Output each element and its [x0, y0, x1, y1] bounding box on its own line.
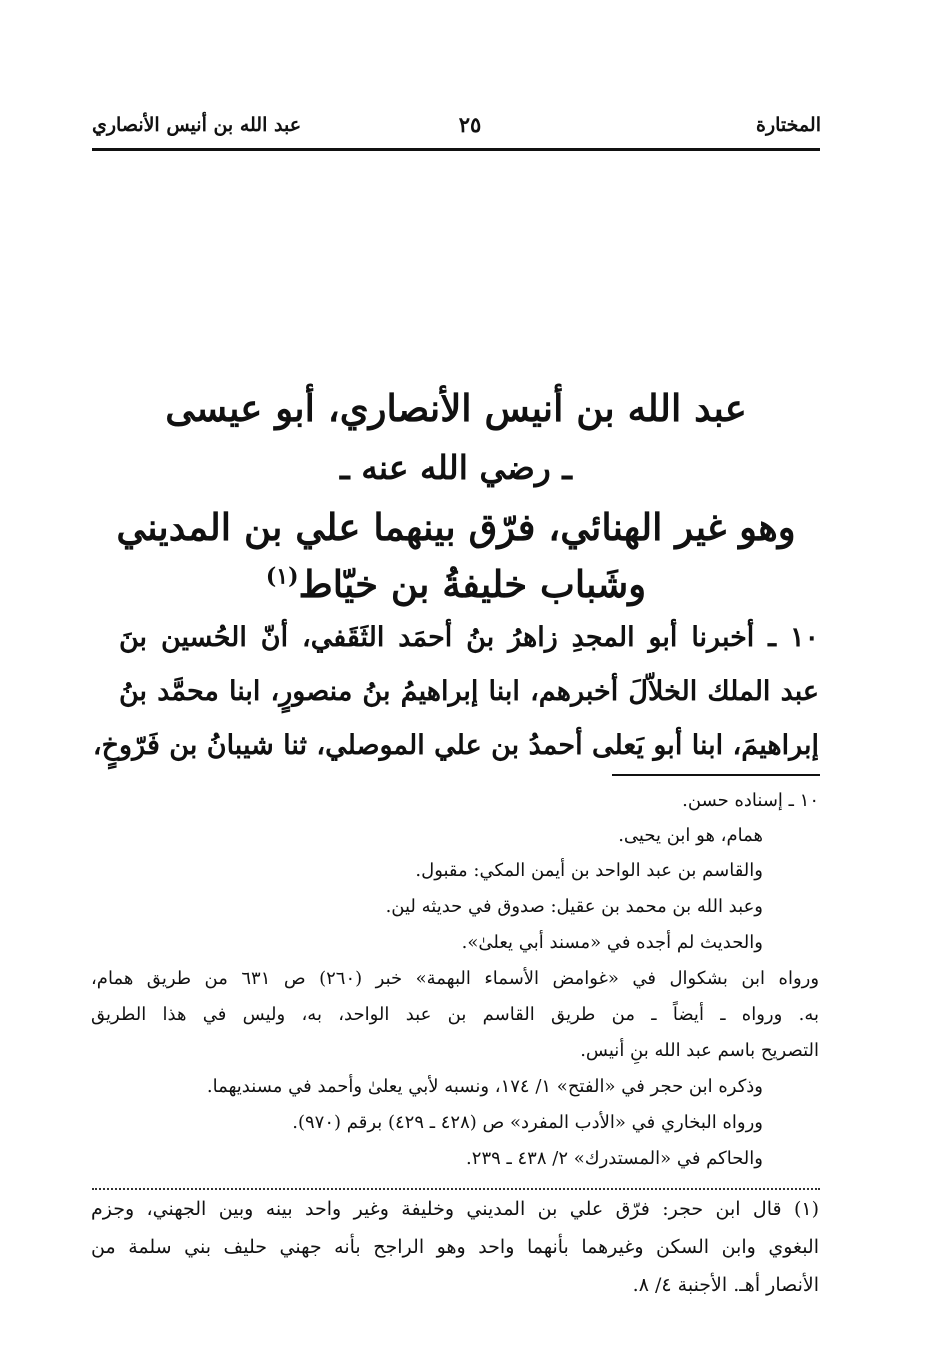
footnote-line: ورواه البخاري في «الأدب المفرد» ص (٤٢٨ ـ ٤٢٩) برقم (٩٧٠).	[292, 1112, 763, 1133]
body-text-line-3: إبراهيمَ، ابنا أبو يَعلى أحمدُ بن علي الموصلي، ثنا شيبانُ بن فَرّوخٍ،	[92, 730, 819, 761]
chapter-title-line-2: ـ رضي الله عنه ـ	[340, 448, 572, 487]
header-book-title: المختارة	[756, 114, 821, 136]
chapter-title-line-4-text: وشَباب خليفةُ بن خيّاط	[298, 562, 647, 606]
footnote-line: والحديث لم أجده في «مسند أبي يعلىٰ».	[461, 932, 763, 953]
footnote-line: ورواه ابن بشكوال في «غوامض الأسماء البهمة» خبر (٢٦٠) ص ٦٣١ من طريق همام،	[91, 968, 820, 989]
footnote-line: وذكره ابن حجر في «الفتح» ١/ ١٧٤، ونسبه لأبي يعلىٰ وأحمد في مسنديهما.	[206, 1076, 763, 1097]
footnote-line: ١٠ ـ إسناده حسن.	[682, 790, 819, 811]
header-chapter-title: عبد الله بن أنيس الأنصاري	[92, 114, 302, 136]
header-divider	[92, 148, 820, 151]
body-text-line-2: عبد الملك الخلاّلَ أخبرهم، ابنا إبراهيمُ بنُ منصورٍ، ابنا محمَّد بنُ	[119, 676, 819, 707]
chapter-title-line-1: عبد الله بن أنيس الأنصاري، أبو عيسى	[165, 386, 747, 430]
footnote-line: التصريح باسم عبد الله بنِ أنيس.	[580, 1040, 819, 1061]
footnote-reference-marker: (١)	[265, 563, 299, 590]
footnote-separator	[612, 774, 820, 776]
endnote-line-3: الأنصار أهـ. الأجنبة ٤/ ٨.	[632, 1274, 819, 1296]
header-page-number: ٢٥	[458, 112, 482, 137]
body-text-line-1: ١٠ ـ أخبرنا أبو المجدِ زاهرُ بنُ أحمَد الثَقَفي، أنّ الحُسين بنَ	[119, 622, 819, 653]
endnote-line-1: (١) قال ابن حجر: فرّق علي بن المديني وخليفة وغير واحد بينه وبين الجهني، وجزم	[91, 1198, 819, 1220]
chapter-title-line-3: وهو غير الهنائي، فرّق بينهما علي بن المديني	[116, 505, 796, 549]
endnote-separator	[92, 1188, 820, 1190]
footnote-line: همام، هو ابن يحيى.	[618, 825, 763, 846]
footnote-line: وعبد الله بن محمد بن عقيل: صدوق في حديثه لين.	[385, 896, 763, 917]
chapter-title-line-4	[92, 562, 820, 606]
footnote-line: والحاكم في «المستدرك» ٢/ ٤٣٨ ـ ٢٣٩.	[466, 1148, 763, 1169]
footnote-line: والقاسم بن عبد الواحد بن أيمن المكي: مقبول.	[415, 860, 763, 881]
endnote-line-2: البغوي وابن السكن وغيرهما بأنهما واحد وهو الراجح بأنه جهني حليف بني سلمة من	[91, 1236, 819, 1258]
footnote-line: به. ورواه ـ أيضاً ـ من طريق القاسم بن عبد الواحد، به، وليس في هذا الطريق	[91, 1004, 819, 1025]
